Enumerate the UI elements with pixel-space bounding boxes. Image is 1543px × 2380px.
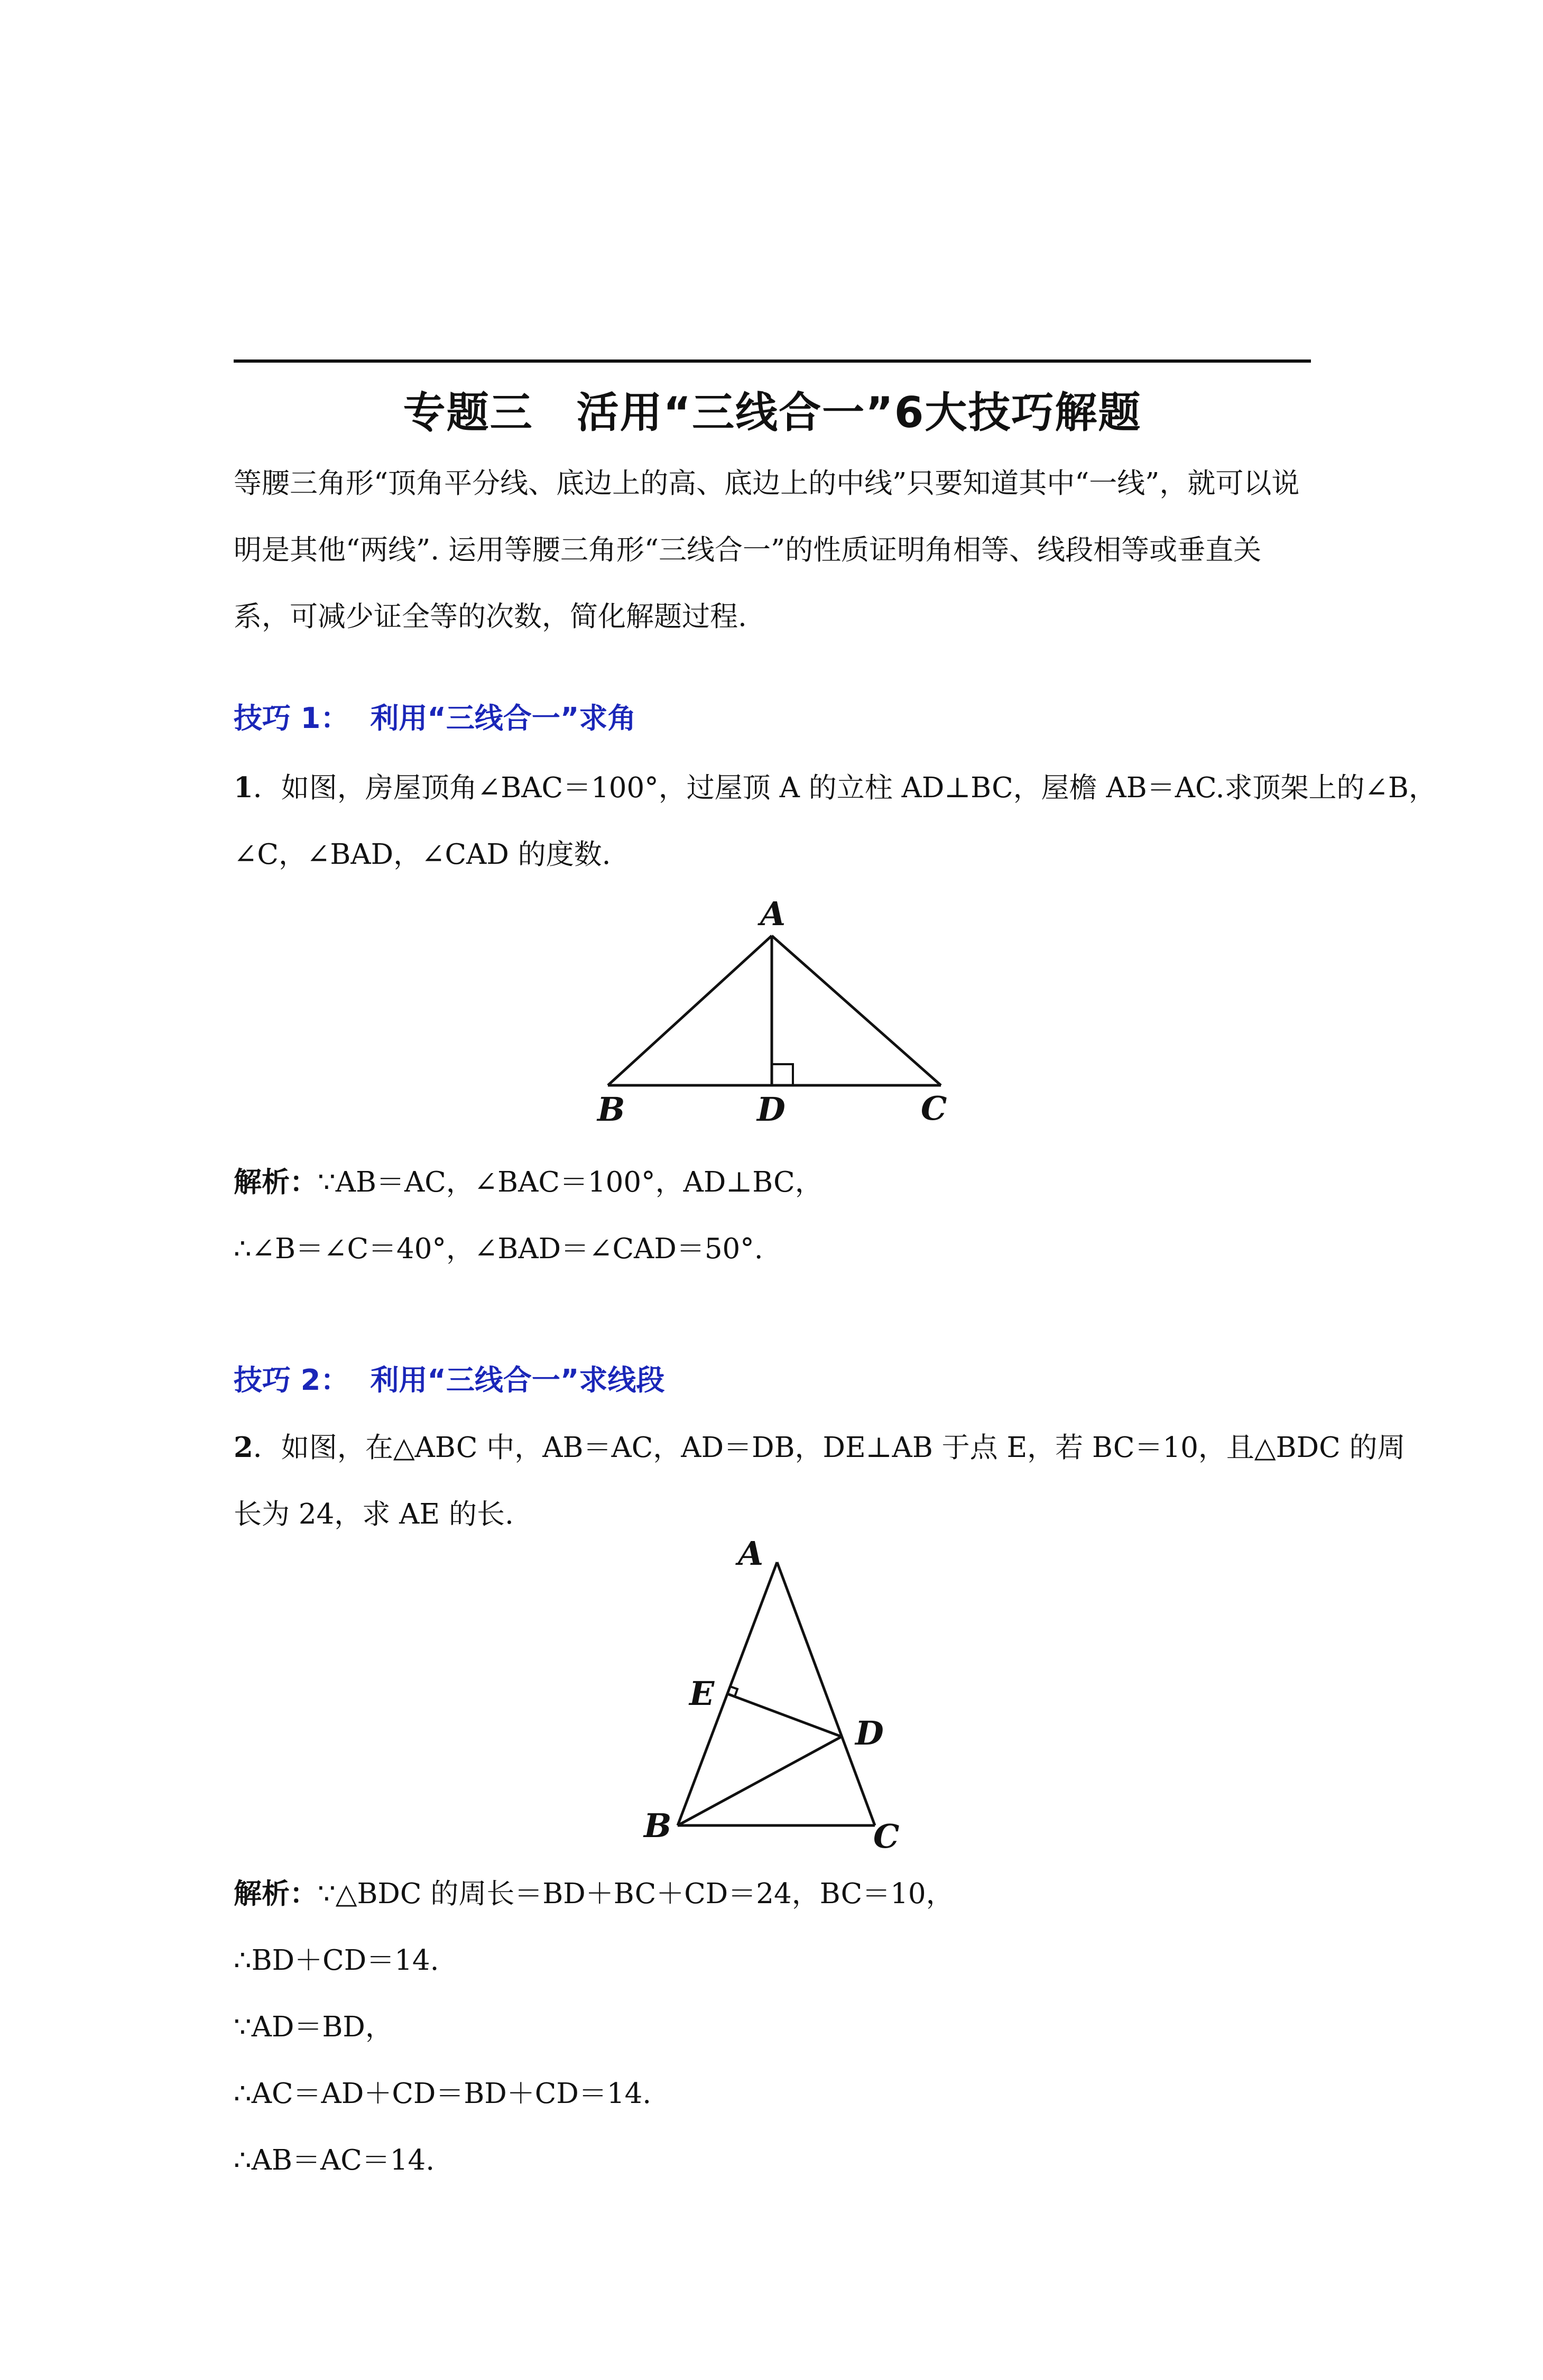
solution-1-text-1: ∵AB＝AC，∠BAC＝100°，AD⊥BC， (318, 1166, 823, 1198)
segment-BD (678, 1737, 842, 1825)
label-D: D (757, 1090, 786, 1129)
section-2-title: 利用“三线合一”求线段 (370, 1363, 665, 1397)
segment-DE (727, 1694, 842, 1737)
solution-2-line-1 (234, 1871, 954, 1912)
label-D: D (855, 1714, 884, 1752)
figure-2-triangle (634, 1533, 930, 1861)
label-C: C (921, 1089, 947, 1128)
segment-AB (608, 936, 772, 1085)
top-rule (234, 359, 1311, 363)
segment-AC (772, 936, 941, 1085)
solution-1-line-1 (234, 1160, 823, 1200)
problem-1-number: 1 (234, 771, 253, 804)
section-2-heading (234, 1358, 664, 1398)
intro-paragraph: 等腰三角形“顶角平分线、底边上的高、底边上的中线”只要知道其中“一线”，就可以说明是其他“两线”. 运用等腰三角形“三线合一”的性质证明角相等、线段相等或垂直关系，可减少证全等的次数，简化解题过程. (234, 467, 1300, 633)
problem-2-number: 2 (234, 1431, 253, 1464)
solution-2-label: 解析： (234, 1878, 318, 1910)
page-title: 专题三 活用“三线合一”6大技巧解题 (403, 388, 1142, 437)
figure-1-house-triangle (581, 893, 962, 1137)
problem-2-text-1: ．如图，在△ABC 中，AB＝AC，AD＝DB，DE⊥AB 于点 E，若 BC＝10，且△BDC 的周 (253, 1432, 1406, 1464)
problem-1-line-1 (234, 765, 1437, 806)
solution-1-label: 解析： (234, 1166, 318, 1198)
label-C: C (873, 1817, 900, 1856)
problem-2-line-1 (234, 1425, 1406, 1465)
label-E: E (689, 1674, 715, 1713)
section-1-heading (234, 696, 636, 736)
problem-1-text-1: ．如图，房屋顶角∠BAC＝100°，过屋顶 A 的立柱 AD⊥BC，屋檐 AB＝AC.求顶架上的∠B， (253, 772, 1437, 804)
section-1-number: 技巧 1： (234, 702, 349, 735)
label-A: A (738, 1534, 764, 1573)
solution-1-line-2: ∴∠B＝∠C＝40°，∠BAD＝∠CAD＝50°. (234, 1233, 763, 1265)
solution-2-line-2: ∴BD＋CD＝14. (234, 1944, 439, 1977)
solution-2-line-3: ∵AD＝BD， (234, 2011, 393, 2043)
solution-2-text-1: ∵△BDC 的周长＝BD＋BC＋CD＝24，BC＝10， (318, 1878, 954, 1910)
segment-AC (777, 1562, 875, 1825)
right-angle-mark (772, 1064, 793, 1085)
label-B: B (597, 1090, 625, 1129)
section-2-number: 技巧 2： (234, 1363, 349, 1397)
label-B: B (644, 1806, 672, 1845)
section-1-title: 利用“三线合一”求角 (370, 702, 636, 735)
problem-2-line-2: 长为 24，求 AE 的长. (234, 1498, 514, 1530)
label-A: A (760, 894, 786, 933)
solution-2-line-4: ∴AC＝AD＋CD＝BD＋CD＝14. (234, 2078, 652, 2110)
solution-2-line-5: ∴AB＝AC＝14. (234, 2144, 435, 2176)
problem-1-line-2: ∠C，∠BAD，∠CAD 的度数. (234, 838, 611, 871)
